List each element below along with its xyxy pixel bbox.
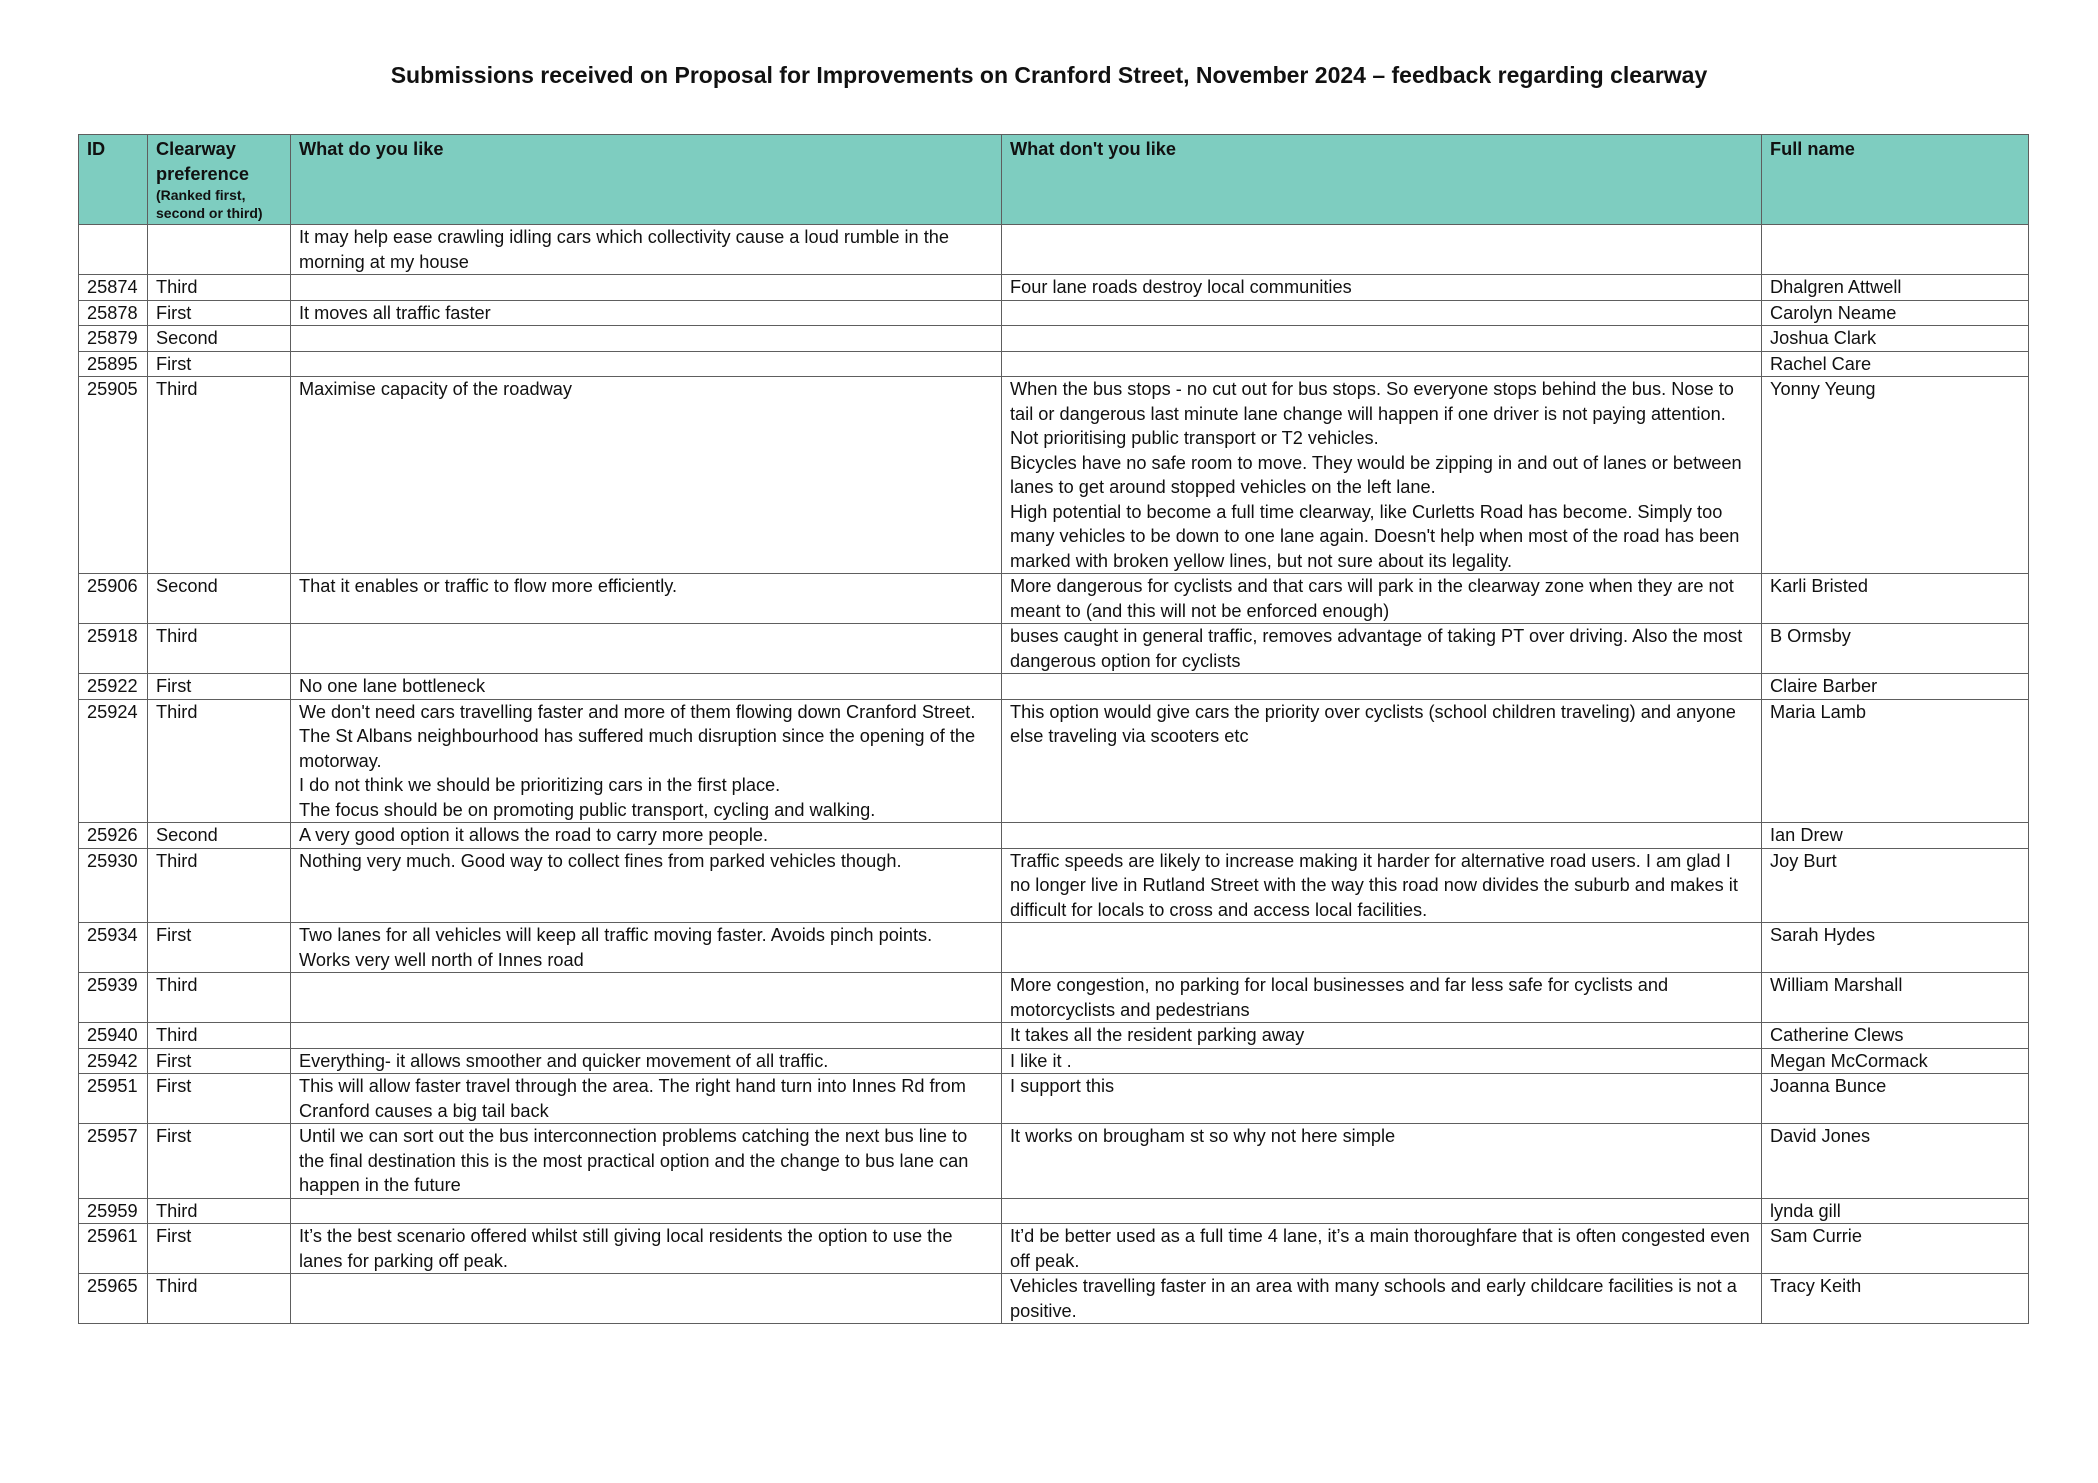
cell-full-name: Carolyn Neame: [1762, 300, 2029, 326]
cell-what-do-you-like: Until we can sort out the bus interconnection problems catching the next bus line to the final destination this is the most practical option and the change to bus lane can happen in the future: [291, 1124, 1002, 1199]
cell-what-dont-you-like: It works on brougham st so why not here simple: [1002, 1124, 1762, 1199]
cell-clearway-preference: First: [148, 674, 291, 700]
cell-id: 25926: [79, 823, 148, 849]
cell-clearway-preference: Third: [148, 973, 291, 1023]
cell-full-name: [1762, 225, 2029, 275]
cell-id: 25879: [79, 326, 148, 352]
table-row: [79, 1048, 2029, 1074]
table-row: [79, 674, 2029, 700]
cell-full-name: Catherine Clews: [1762, 1023, 2029, 1049]
cell-id: 25930: [79, 848, 148, 923]
cell-id: 25942: [79, 1048, 148, 1074]
submissions-table-container: [78, 134, 2028, 1324]
cell-id: 25878: [79, 300, 148, 326]
cell-what-do-you-like: [291, 351, 1002, 377]
cell-clearway-preference: First: [148, 1224, 291, 1274]
cell-what-do-you-like: [291, 1198, 1002, 1224]
cell-id: 25934: [79, 923, 148, 973]
cell-id: 25906: [79, 574, 148, 624]
cell-what-dont-you-like: [1002, 300, 1762, 326]
cell-full-name: Karli Bristed: [1762, 574, 2029, 624]
header-what-do-you-like: What do you like: [291, 135, 1002, 225]
cell-full-name: Joy Burt: [1762, 848, 2029, 923]
table-row: [79, 848, 2029, 923]
cell-id: 25895: [79, 351, 148, 377]
cell-what-do-you-like: [291, 275, 1002, 301]
cell-full-name: Rachel Care: [1762, 351, 2029, 377]
header-preference-label: Clearway preference: [156, 139, 250, 184]
cell-what-dont-you-like: Vehicles travelling faster in an area with many schools and early childcare facilities is not a positive.: [1002, 1274, 1762, 1324]
table-row: [79, 973, 2029, 1023]
cell-what-dont-you-like: Four lane roads destroy local communities: [1002, 275, 1762, 301]
header-id: ID: [79, 135, 148, 225]
table-row: [79, 923, 2029, 973]
table-row: [79, 1074, 2029, 1124]
cell-id: 25924: [79, 699, 148, 823]
table-row: [79, 574, 2029, 624]
cell-what-dont-you-like: [1002, 351, 1762, 377]
cell-full-name: Claire Barber: [1762, 674, 2029, 700]
cell-what-dont-you-like: [1002, 225, 1762, 275]
cell-clearway-preference: First: [148, 923, 291, 973]
cell-what-do-you-like: Maximise capacity of the roadway: [291, 377, 1002, 574]
cell-full-name: Dhalgren Attwell: [1762, 275, 2029, 301]
cell-what-do-you-like: It may help ease crawling idling cars which collectivity cause a loud rumble in the morning at my house: [291, 225, 1002, 275]
table-row: [79, 1124, 2029, 1199]
table-header: [79, 135, 2029, 225]
cell-clearway-preference: First: [148, 1124, 291, 1199]
cell-what-dont-you-like: More dangerous for cyclists and that cars will park in the clearway zone when they are not meant to (and this will not be enforced enough): [1002, 574, 1762, 624]
table-row: [79, 1023, 2029, 1049]
cell-full-name: Yonny Yeung: [1762, 377, 2029, 574]
cell-clearway-preference: Third: [148, 624, 291, 674]
cell-clearway-preference: Third: [148, 699, 291, 823]
cell-what-do-you-like: A very good option it allows the road to carry more people.: [291, 823, 1002, 849]
table-row: [79, 275, 2029, 301]
submissions-table: [78, 134, 2029, 1324]
cell-what-dont-you-like: [1002, 1198, 1762, 1224]
cell-full-name: B Ormsby: [1762, 624, 2029, 674]
header-row: [79, 135, 2029, 225]
cell-clearway-preference: Second: [148, 326, 291, 352]
cell-what-do-you-like: It’s the best scenario offered whilst still giving local residents the option to use the lanes for parking off peak.: [291, 1224, 1002, 1274]
cell-what-dont-you-like: This option would give cars the priority over cyclists (school children traveling) and anyone else traveling via scooters etc: [1002, 699, 1762, 823]
cell-what-do-you-like: This will allow faster travel through the area. The right hand turn into Innes Rd from Cranford causes a big tail back: [291, 1074, 1002, 1124]
cell-id: [79, 225, 148, 275]
cell-full-name: Sarah Hydes: [1762, 923, 2029, 973]
cell-what-do-you-like: No one lane bottleneck: [291, 674, 1002, 700]
table-row: [79, 1224, 2029, 1274]
cell-what-do-you-like: [291, 624, 1002, 674]
cell-id: 25939: [79, 973, 148, 1023]
header-full-name: Full name: [1762, 135, 2029, 225]
cell-what-do-you-like: [291, 326, 1002, 352]
cell-what-dont-you-like: It takes all the resident parking away: [1002, 1023, 1762, 1049]
cell-full-name: Tracy Keith: [1762, 1274, 2029, 1324]
cell-what-do-you-like: That it enables or traffic to flow more efficiently.: [291, 574, 1002, 624]
header-clearway-preference: [148, 135, 291, 225]
cell-what-dont-you-like: buses caught in general traffic, removes advantage of taking PT over driving. Also the most dangerous option for cyclists: [1002, 624, 1762, 674]
cell-full-name: William Marshall: [1762, 973, 2029, 1023]
page-title: Submissions received on Proposal for Improvements on Cranford Street, November 2024 – feedback regarding clearway: [390, 62, 1708, 88]
cell-id: 25957: [79, 1124, 148, 1199]
header-preference-note: (Ranked first, second or third): [156, 187, 263, 221]
cell-full-name: Maria Lamb: [1762, 699, 2029, 823]
cell-what-do-you-like: [291, 973, 1002, 1023]
cell-full-name: David Jones: [1762, 1124, 2029, 1199]
cell-what-do-you-like: Everything- it allows smoother and quicker movement of all traffic.: [291, 1048, 1002, 1074]
cell-clearway-preference: Third: [148, 1198, 291, 1224]
cell-id: 25905: [79, 377, 148, 574]
cell-clearway-preference: [148, 225, 291, 275]
cell-full-name: Megan McCormack: [1762, 1048, 2029, 1074]
cell-full-name: Joanna Bunce: [1762, 1074, 2029, 1124]
cell-what-do-you-like: Two lanes for all vehicles will keep all traffic moving faster. Avoids pinch points. Works very well north of Innes road: [291, 923, 1002, 973]
cell-full-name: Sam Currie: [1762, 1224, 2029, 1274]
cell-what-dont-you-like: When the bus stops - no cut out for bus stops. So everyone stops behind the bus. Nose to tail or dangerous last minute lane change will happen if one driver is not paying attention. Not prioritising public transport or T2 vehicles. Bicycles have no safe room to move. They would be zipping in and out of lanes or between lanes to get around stopped vehicles on the left lane. High potential to become a full time clearway, like Curletts Road has become. Simply too many vehicles to be down to one lane again. Doesn't help when most of the road has been marked with broken yellow lines, but not sure about its legality.: [1002, 377, 1762, 574]
table-row: [79, 326, 2029, 352]
cell-clearway-preference: Third: [148, 275, 291, 301]
cell-what-dont-you-like: I like it .: [1002, 1048, 1762, 1074]
table-row: [79, 823, 2029, 849]
cell-clearway-preference: Second: [148, 823, 291, 849]
cell-id: 25951: [79, 1074, 148, 1124]
cell-clearway-preference: Second: [148, 574, 291, 624]
table-row: [79, 377, 2029, 574]
table-body: [79, 225, 2029, 1324]
cell-what-do-you-like: [291, 1023, 1002, 1049]
cell-what-do-you-like: We don't need cars travelling faster and more of them flowing down Cranford Street. The St Albans neighbourhood has suffered much disruption since the opening of the motorway. I do not think we should be prioritizing cars in the first place. The focus should be on promoting public transport, cycling and walking.: [291, 699, 1002, 823]
cell-clearway-preference: Third: [148, 1023, 291, 1049]
cell-what-dont-you-like: [1002, 823, 1762, 849]
cell-what-dont-you-like: [1002, 674, 1762, 700]
table-row: [79, 699, 2029, 823]
table-row: [79, 624, 2029, 674]
cell-what-dont-you-like: Traffic speeds are likely to increase making it harder for alternative road users. I am glad I no longer live in Rutland Street with the way this road now divides the suburb and makes it difficult for locals to cross and access local facilities.: [1002, 848, 1762, 923]
table-row: [79, 351, 2029, 377]
cell-what-dont-you-like: More congestion, no parking for local businesses and far less safe for cyclists and motorcyclists and pedestrians: [1002, 973, 1762, 1023]
cell-full-name: lynda gill: [1762, 1198, 2029, 1224]
cell-what-dont-you-like: It’d be better used as a full time 4 lane, it’s a main thoroughfare that is often congested even off peak.: [1002, 1224, 1762, 1274]
cell-id: 25874: [79, 275, 148, 301]
cell-clearway-preference: First: [148, 351, 291, 377]
cell-clearway-preference: First: [148, 1074, 291, 1124]
cell-id: 25918: [79, 624, 148, 674]
cell-id: 25922: [79, 674, 148, 700]
cell-id: 25961: [79, 1224, 148, 1274]
cell-full-name: Joshua Clark: [1762, 326, 2029, 352]
cell-what-do-you-like: Nothing very much. Good way to collect fines from parked vehicles though.: [291, 848, 1002, 923]
table-row: [79, 1198, 2029, 1224]
cell-clearway-preference: First: [148, 300, 291, 326]
header-what-dont-you-like: What don't you like: [1002, 135, 1762, 225]
cell-clearway-preference: Third: [148, 848, 291, 923]
cell-what-dont-you-like: [1002, 326, 1762, 352]
cell-id: 25965: [79, 1274, 148, 1324]
cell-clearway-preference: Third: [148, 377, 291, 574]
cell-id: 25940: [79, 1023, 148, 1049]
cell-what-do-you-like: [291, 1274, 1002, 1324]
cell-clearway-preference: First: [148, 1048, 291, 1074]
cell-id: 25959: [79, 1198, 148, 1224]
cell-full-name: Ian Drew: [1762, 823, 2029, 849]
table-row: [79, 225, 2029, 275]
table-row: [79, 300, 2029, 326]
table-row: [79, 1274, 2029, 1324]
cell-what-dont-you-like: I support this: [1002, 1074, 1762, 1124]
cell-what-do-you-like: It moves all traffic faster: [291, 300, 1002, 326]
cell-clearway-preference: Third: [148, 1274, 291, 1324]
cell-what-dont-you-like: [1002, 923, 1762, 973]
